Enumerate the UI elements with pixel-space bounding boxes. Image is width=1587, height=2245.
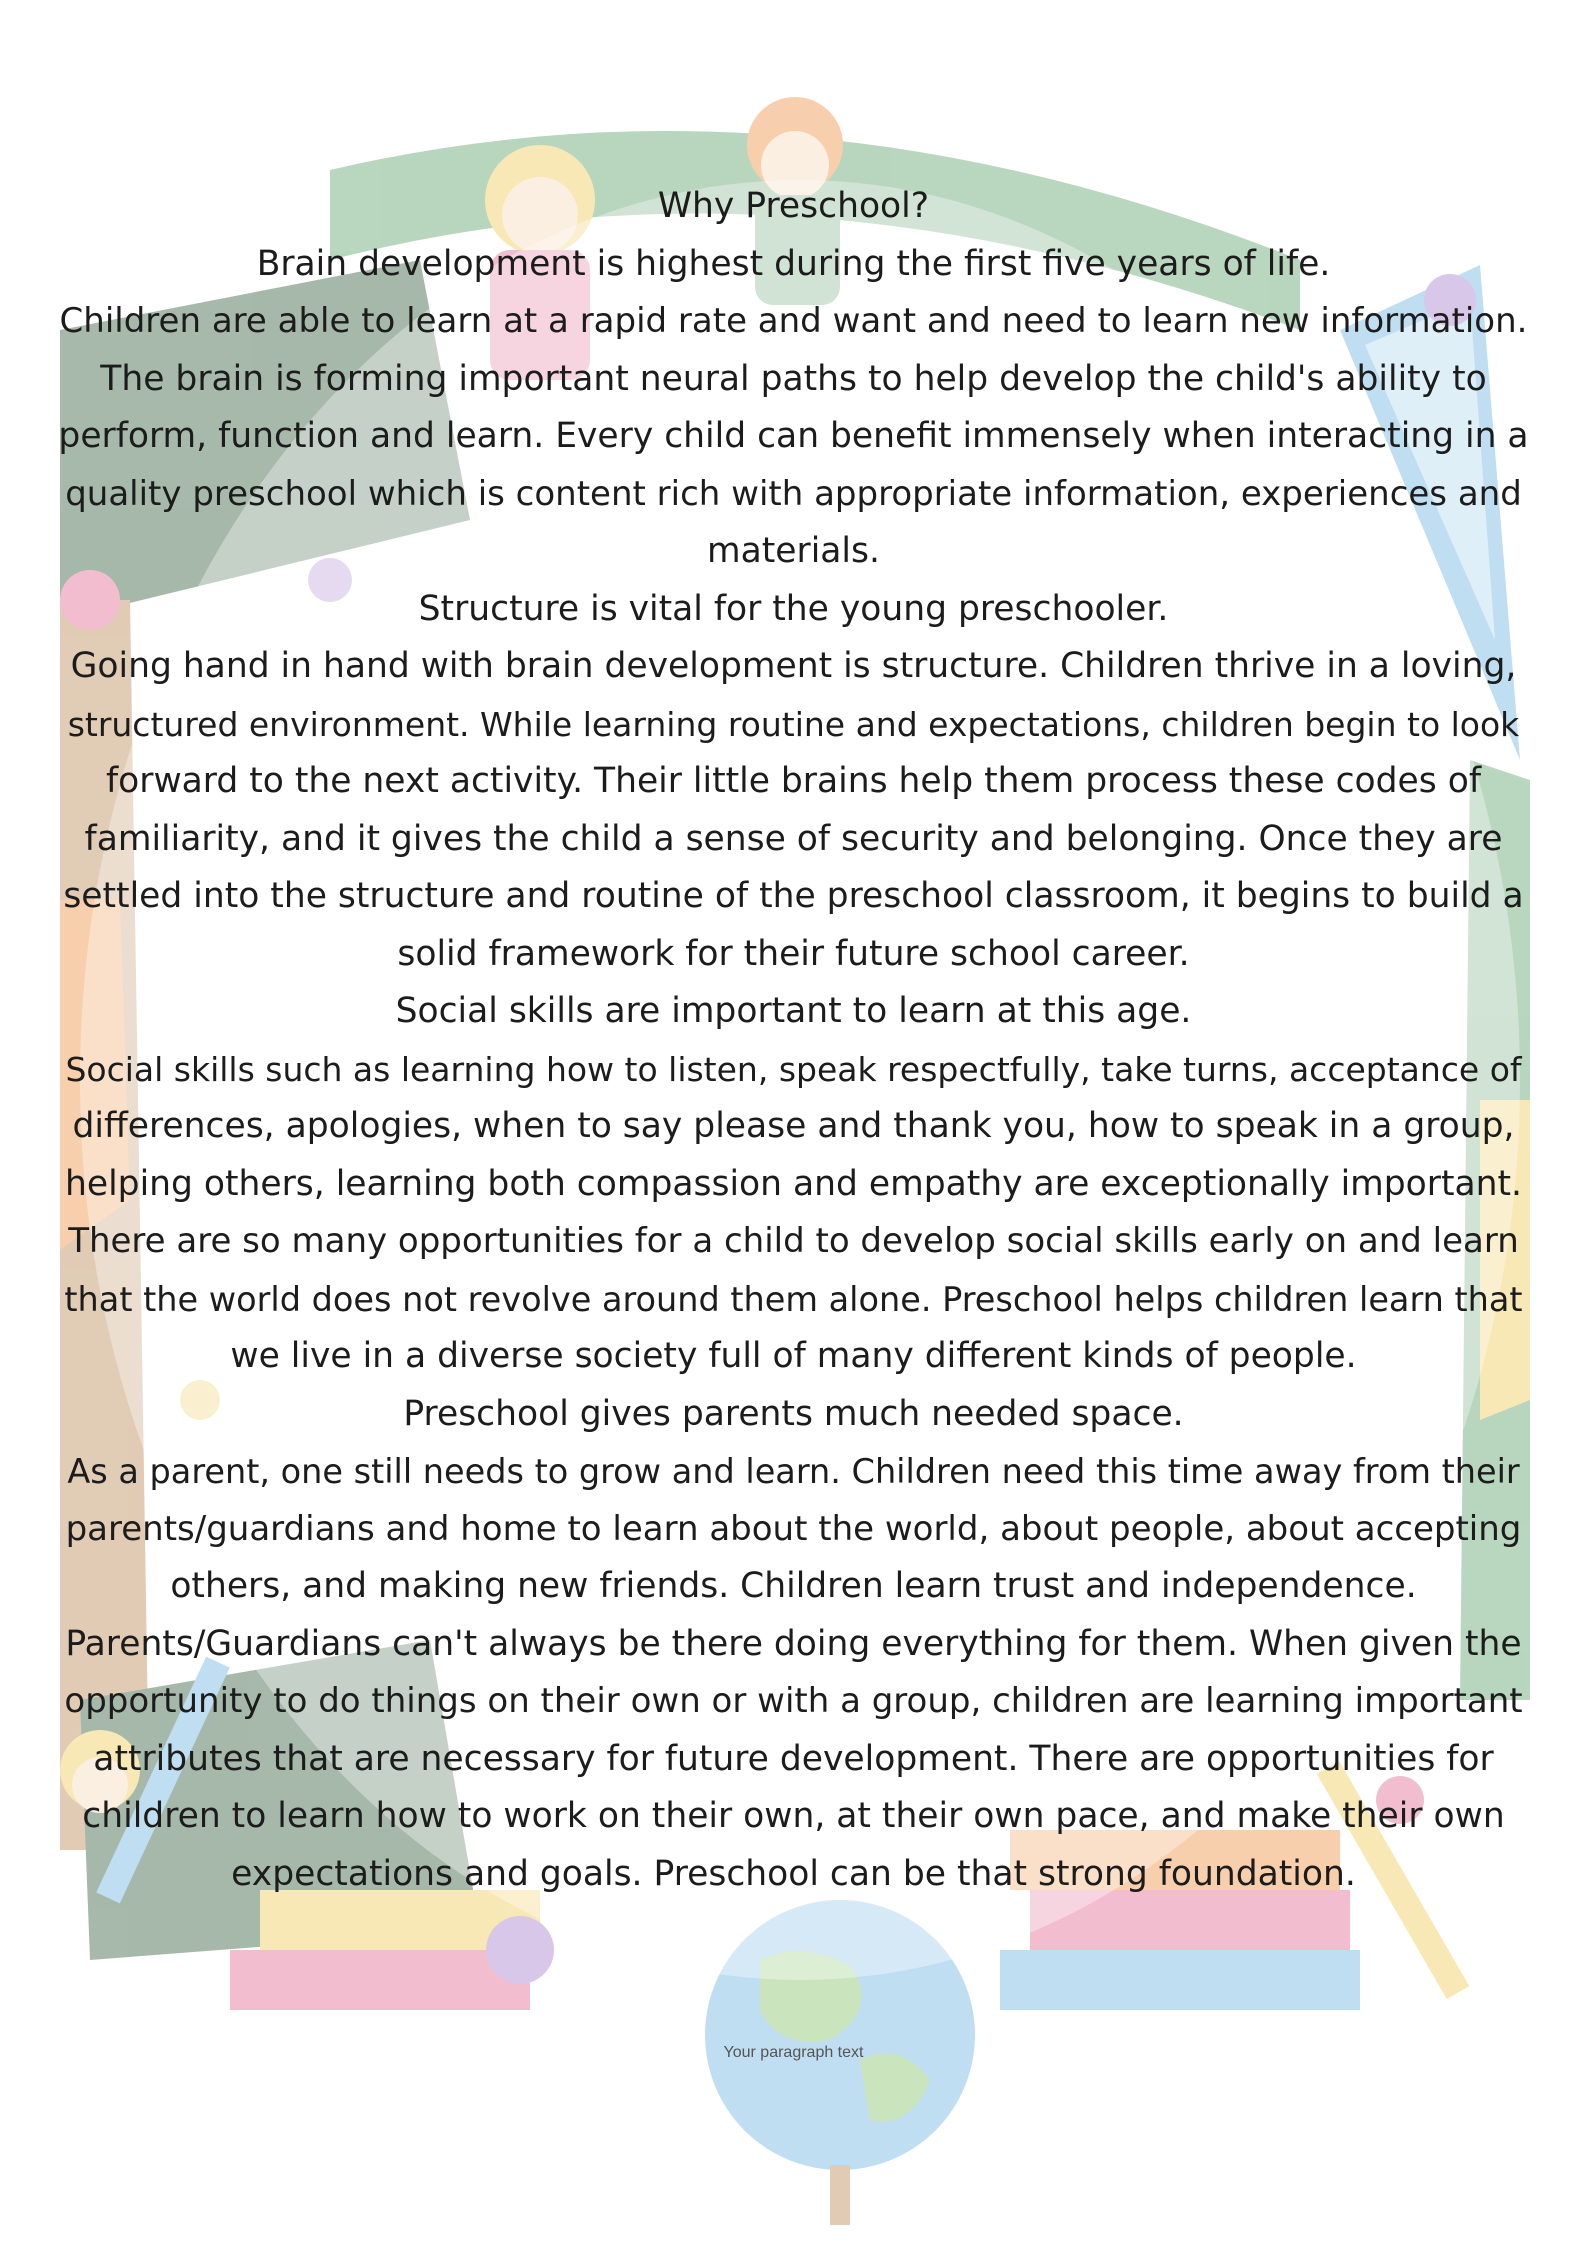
paragraph-line: children to learn how to work on their own, at their own pace, and make their own — [82, 1796, 1505, 1836]
paragraph-line: There are so many opportunities for a child to develop social skills early on and learn — [68, 1221, 1519, 1261]
section-heading-social-skills: Social skills are important to learn at this age. — [395, 991, 1192, 1031]
paragraph-line: Going hand in hand with brain development is structure. Children thrive in a loving, — [70, 646, 1517, 686]
paragraph-line: parents/guardians and home to learn about the world, about people, about accepting — [65, 1508, 1522, 1549]
paragraph-line: Parents/Guardians can't always be there doing everything for them. When given the — [65, 1623, 1522, 1664]
document-body — [58, 178, 1529, 1903]
footer-placeholder-text: Your paragraph text — [723, 2044, 864, 2061]
section-heading-parents-space: Preschool gives parents much needed space. — [403, 1393, 1184, 1434]
document-title: Why Preschool? — [657, 186, 930, 226]
paragraph-line: Children are able to learn at a rapid rate and want and need to learn new information. — [59, 301, 1528, 341]
paragraph-line: Social skills such as learning how to listen, speak respectfully, take turns, acceptance of — [65, 1049, 1522, 1089]
paragraph-line: we live in a diverse society full of many different kinds of people. — [230, 1336, 1357, 1376]
paragraph-line: structured environment. While learning routine and expectations, children begin to look — [67, 704, 1520, 744]
paragraph-line: perform, function and learn. Every child can benefit immensely when interacting in a — [58, 416, 1529, 456]
paragraph-line: As a parent, one still needs to grow and learn. Children need this time away from their — [67, 1452, 1520, 1491]
paragraph-line: The brain is forming important neural paths to help develop the child's ability to — [100, 358, 1487, 399]
paragraph-line: others, and making new friends. Children learn trust and independence. — [170, 1566, 1417, 1606]
paragraph-line: expectations and goals. Preschool can be that strong foundation. — [231, 1853, 1356, 1894]
paragraph-line: settled into the structure and routine of the preschool classroom, it begins to build a — [63, 876, 1524, 916]
paragraph-line: that the world does not revolve around them alone. Preschool helps children learn that — [64, 1279, 1523, 1319]
paragraph-line: differences, apologies, when to say please and thank you, how to speak in a group, — [72, 1106, 1515, 1146]
section-heading-brain-development: Brain development is highest during the first five years of life. — [256, 243, 1331, 284]
paragraph-line: attributes that are necessary for future development. There are opportunities for — [93, 1738, 1494, 1779]
paragraph-line: familiarity, and it gives the child a sense of security and belonging. Once they are — [84, 818, 1503, 859]
paragraph-line: quality preschool which is content rich with appropriate information, experiences and — [65, 473, 1522, 514]
paragraph-line: forward to the next activity. Their little brains help them process these codes of — [106, 761, 1481, 801]
paragraph-line: helping others, learning both compassion and empathy are exceptionally important. — [65, 1163, 1522, 1204]
paragraph-line: materials. — [707, 531, 880, 571]
paragraph-line: solid framework for their future school career. — [397, 933, 1190, 974]
paragraph-line: opportunity to do things on their own or with a group, children are learning important — [64, 1681, 1523, 1721]
section-heading-structure: Structure is vital for the young preschooler. — [418, 588, 1169, 629]
